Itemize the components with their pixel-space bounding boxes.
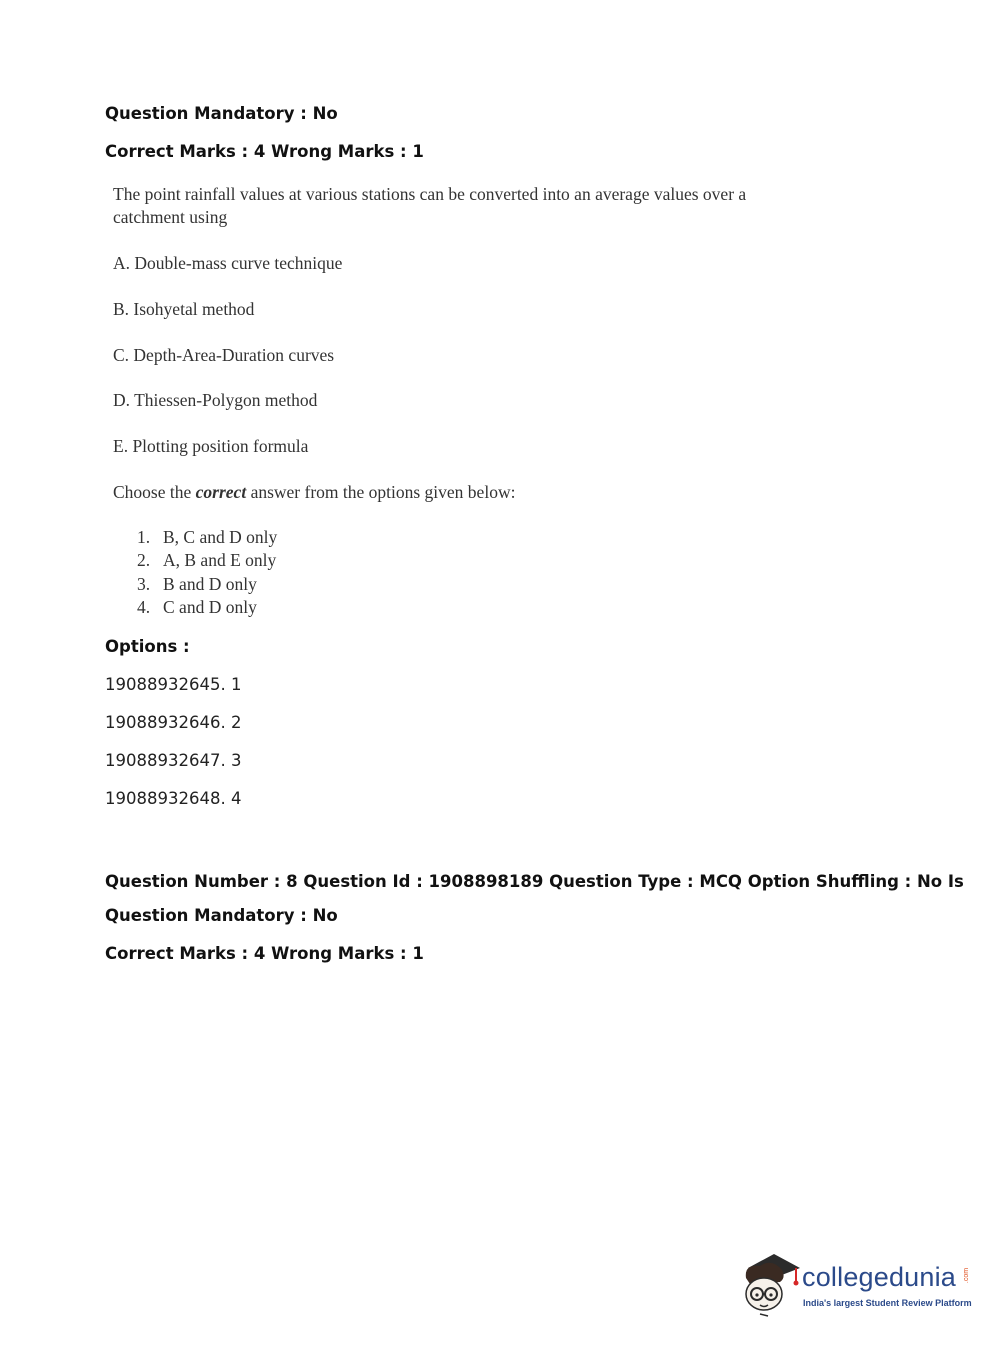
statement-item: A. Double-mass curve technique: [113, 253, 343, 273]
next-question-marks: Correct Marks : 4 Wrong Marks : 1: [105, 944, 424, 963]
statement-item: B. Isohyetal method: [113, 299, 255, 319]
choose-emphasis: correct: [195, 482, 247, 502]
logo-tagline: India's largest Student Review Platform: [803, 1298, 972, 1308]
logo-suffix: .com: [963, 1267, 971, 1284]
stem-line-2: catchment using: [113, 207, 228, 227]
choose-prefix: Choose the: [113, 482, 196, 502]
collegedunia-logo: [740, 1248, 970, 1318]
next-question-header: Question Number : 8 Question Id : 1908898189 Question Type : MCQ Option Shuffling : No Is: [105, 872, 964, 891]
answer-text: B and D only: [163, 574, 257, 594]
stem-line-1: The point rainfall values at various stations can be converted into an average values over a: [113, 184, 747, 204]
answer-item: [137, 527, 277, 548]
option-entry: 19088932647. 3: [105, 751, 242, 770]
answer-item: [137, 550, 276, 571]
answer-text: B, C and D only: [163, 527, 278, 547]
answer-text: A, B and E only: [163, 550, 277, 570]
question-marks: Correct Marks : 4 Wrong Marks : 1: [105, 142, 424, 161]
option-entry: 19088932646. 2: [105, 713, 242, 732]
answer-number: 2.: [137, 550, 151, 570]
next-question-mandatory: Question Mandatory : No: [105, 906, 338, 925]
mascot-icon: [740, 1248, 804, 1318]
answer-number: 3.: [137, 574, 151, 594]
statement-item: D. Thiessen-Polygon method: [113, 390, 318, 410]
answer-text: C and D only: [163, 597, 257, 617]
answer-number: 4.: [137, 597, 151, 617]
choose-suffix: answer from the options given below:: [246, 482, 516, 502]
answer-number: 1.: [137, 527, 151, 547]
option-entry: 19088932645. 1: [105, 675, 242, 694]
statement-item: E. Plotting position formula: [113, 436, 309, 456]
options-label: Options :: [105, 637, 190, 656]
answer-item: [137, 597, 257, 618]
logo-wordmark: collegedunia: [802, 1262, 957, 1292]
statement-item: C. Depth-Area-Duration curves: [113, 345, 335, 365]
choose-instruction: [113, 482, 515, 503]
question-mandatory: Question Mandatory : No: [105, 104, 338, 123]
answer-item: [137, 574, 257, 595]
option-entry: 19088932648. 4: [105, 789, 242, 808]
